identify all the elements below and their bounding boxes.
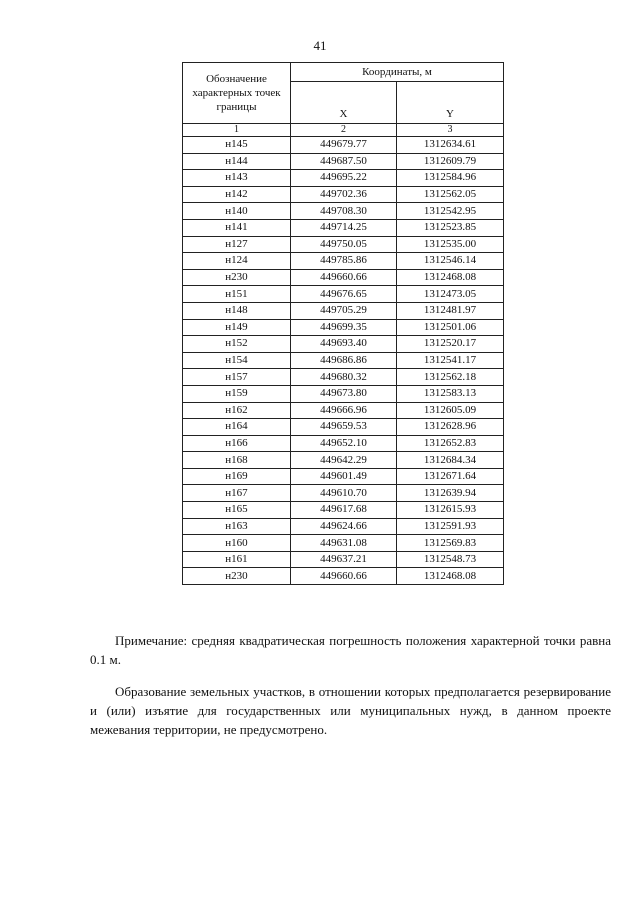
- cell-y: 1312501.06: [397, 319, 504, 336]
- cell-point: н230: [183, 568, 291, 585]
- cell-x: 449660.66: [291, 568, 397, 585]
- cell-x: 449659.53: [291, 419, 397, 436]
- table-row: [183, 452, 504, 469]
- table-row: [183, 419, 504, 436]
- cell-y: 1312541.17: [397, 352, 504, 369]
- table-row: [183, 551, 504, 568]
- table-row: [183, 468, 504, 485]
- cell-y: 1312652.83: [397, 435, 504, 452]
- cell-y: 1312583.13: [397, 385, 504, 402]
- cell-x: 449631.08: [291, 535, 397, 552]
- table-row: [183, 302, 504, 319]
- cell-y: 1312481.97: [397, 302, 504, 319]
- header-y: Y: [397, 82, 504, 124]
- cell-y: 1312468.08: [397, 568, 504, 585]
- table-row: [183, 535, 504, 552]
- cell-point: н151: [183, 286, 291, 303]
- cell-y: 1312523.85: [397, 219, 504, 236]
- cell-point: н127: [183, 236, 291, 253]
- table-row: [183, 485, 504, 502]
- cell-x: 449679.77: [291, 137, 397, 154]
- coordinates-table: [182, 62, 504, 585]
- cell-point: н148: [183, 302, 291, 319]
- column-index: 3: [397, 124, 504, 137]
- cell-point: н144: [183, 153, 291, 170]
- table-row: [183, 385, 504, 402]
- cell-y: 1312520.17: [397, 336, 504, 353]
- cell-y: 1312634.61: [397, 137, 504, 154]
- cell-x: 449686.86: [291, 352, 397, 369]
- cell-x: 449610.70: [291, 485, 397, 502]
- cell-x: 449785.86: [291, 253, 397, 270]
- cell-x: 449660.66: [291, 269, 397, 286]
- table-row: [183, 369, 504, 386]
- cell-y: 1312569.83: [397, 535, 504, 552]
- cell-x: 449652.10: [291, 435, 397, 452]
- cell-x: 449624.66: [291, 518, 397, 535]
- cell-y: 1312639.94: [397, 485, 504, 502]
- cell-x: 449695.22: [291, 170, 397, 187]
- table-row: [183, 219, 504, 236]
- header-coordinates: Координаты, м: [291, 63, 504, 82]
- cell-point: н162: [183, 402, 291, 419]
- cell-point: н161: [183, 551, 291, 568]
- cell-x: 449617.68: [291, 502, 397, 519]
- table-row: [183, 153, 504, 170]
- cell-point: н167: [183, 485, 291, 502]
- cell-y: 1312562.05: [397, 186, 504, 203]
- cell-x: 449666.96: [291, 402, 397, 419]
- cell-point: н160: [183, 535, 291, 552]
- cell-point: н124: [183, 253, 291, 270]
- cell-x: 449637.21: [291, 551, 397, 568]
- table-row: [183, 269, 504, 286]
- table-row: [183, 352, 504, 369]
- table-row: [183, 518, 504, 535]
- cell-x: 449680.32: [291, 369, 397, 386]
- cell-y: 1312584.96: [397, 170, 504, 187]
- table-row: [183, 435, 504, 452]
- cell-point: н165: [183, 502, 291, 519]
- cell-point: н157: [183, 369, 291, 386]
- cell-point: н143: [183, 170, 291, 187]
- cell-y: 1312546.14: [397, 253, 504, 270]
- cell-point: н164: [183, 419, 291, 436]
- table-row: [183, 236, 504, 253]
- cell-y: 1312671.64: [397, 468, 504, 485]
- cell-point: н154: [183, 352, 291, 369]
- table-row: [183, 568, 504, 585]
- cell-x: 449601.49: [291, 468, 397, 485]
- table-row: [183, 253, 504, 270]
- cell-x: 449708.30: [291, 203, 397, 220]
- reservation-note: Образование земельных участков, в отношении которых предполагается резервирование и (или) изъятие для государственных или муниципальных нужд, в данном проекте межевания территории, не предусмотрено.: [90, 684, 611, 737]
- table-row: [183, 186, 504, 203]
- column-index: 1: [183, 124, 291, 137]
- cell-y: 1312535.00: [397, 236, 504, 253]
- table-row: [183, 203, 504, 220]
- cell-point: н142: [183, 186, 291, 203]
- cell-point: н169: [183, 468, 291, 485]
- cell-point: н149: [183, 319, 291, 336]
- cell-y: 1312605.09: [397, 402, 504, 419]
- column-index: 2: [291, 124, 397, 137]
- cell-point: н163: [183, 518, 291, 535]
- cell-x: 449705.29: [291, 302, 397, 319]
- cell-x: 449714.25: [291, 219, 397, 236]
- cell-y: 1312473.05: [397, 286, 504, 303]
- cell-y: 1312684.34: [397, 452, 504, 469]
- cell-y: 1312609.79: [397, 153, 504, 170]
- cell-y: 1312628.96: [397, 419, 504, 436]
- cell-point: н140: [183, 203, 291, 220]
- page-number: 41: [313, 38, 327, 53]
- cell-y: 1312548.73: [397, 551, 504, 568]
- cell-y: 1312562.18: [397, 369, 504, 386]
- cell-x: 449693.40: [291, 336, 397, 353]
- header-point-designation: Обозначение характерных точек границы: [183, 63, 291, 124]
- cell-point: н159: [183, 385, 291, 402]
- cell-x: 449750.05: [291, 236, 397, 253]
- table-row: [183, 402, 504, 419]
- cell-point: н152: [183, 336, 291, 353]
- column-index-row: [183, 124, 504, 137]
- cell-x: 449673.80: [291, 385, 397, 402]
- table-row: [183, 286, 504, 303]
- cell-point: н166: [183, 435, 291, 452]
- cell-y: 1312542.95: [397, 203, 504, 220]
- table-row: [183, 502, 504, 519]
- cell-x: 449642.29: [291, 452, 397, 469]
- cell-y: 1312591.93: [397, 518, 504, 535]
- cell-x: 449702.36: [291, 186, 397, 203]
- cell-point: н168: [183, 452, 291, 469]
- header-x: X: [291, 82, 397, 124]
- accuracy-note: Примечание: средняя квадратическая погрешность положения характерной точки равна 0.1 м.: [90, 633, 611, 667]
- cell-x: 449699.35: [291, 319, 397, 336]
- cell-point: н145: [183, 137, 291, 154]
- cell-x: 449687.50: [291, 153, 397, 170]
- cell-point: н230: [183, 269, 291, 286]
- table-row: [183, 170, 504, 187]
- table-row: [183, 137, 504, 154]
- cell-point: н141: [183, 219, 291, 236]
- cell-y: 1312468.08: [397, 269, 504, 286]
- cell-x: 449676.65: [291, 286, 397, 303]
- cell-y: 1312615.93: [397, 502, 504, 519]
- table-row: [183, 336, 504, 353]
- table-row: [183, 319, 504, 336]
